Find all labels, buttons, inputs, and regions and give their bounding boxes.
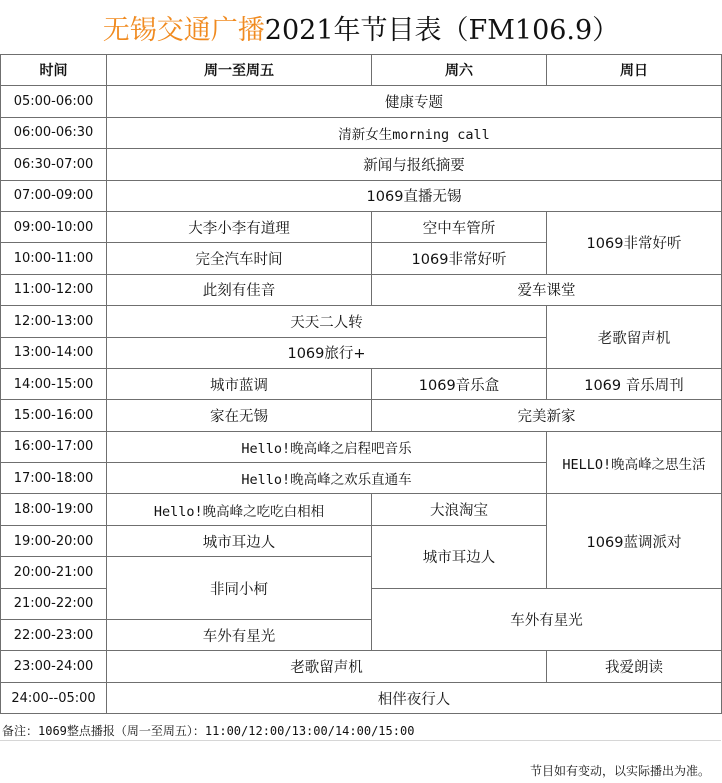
program-cell: 完美新家: [372, 400, 722, 431]
table-row: [1, 274, 722, 305]
time-cell: 20:00-21:00: [1, 557, 107, 588]
program-cell: 大浪淘宝: [372, 494, 547, 525]
time-cell: 13:00-14:00: [1, 337, 107, 368]
time-cell: 14:00-15:00: [1, 368, 107, 399]
program-cell: 非同小柯: [107, 557, 372, 620]
program-cell: 1069非常好听: [547, 211, 722, 274]
time-cell: 21:00-22:00: [1, 588, 107, 619]
time-cell: 10:00-11:00: [1, 243, 107, 274]
table-row: [1, 306, 722, 337]
program-cell: 爱车课堂: [372, 274, 722, 305]
program-cell: 空中车管所: [372, 211, 547, 242]
time-cell: 11:00-12:00: [1, 274, 107, 305]
program-cell: 大李小李有道理: [107, 211, 372, 242]
program-cell: Hello!晚高峰之欢乐直通车: [107, 463, 547, 494]
program-cell: 1069直播无锡: [107, 180, 722, 211]
header-time: 时间: [1, 55, 107, 86]
table-row: [1, 149, 722, 180]
time-cell: 12:00-13:00: [1, 306, 107, 337]
program-cell: HELLO!晚高峰之思生活: [547, 431, 722, 494]
table-row: [1, 117, 722, 148]
page-title: [0, 0, 722, 54]
program-cell: 清新女生morning call: [107, 117, 722, 148]
program-cell: 城市耳边人: [372, 525, 547, 588]
title-station: 无锡交通广播: [102, 14, 265, 46]
program-cell: 城市蓝调: [107, 368, 372, 399]
time-cell: 09:00-10:00: [1, 211, 107, 242]
program-cell: 1069音乐盒: [372, 368, 547, 399]
program-cell: 车外有星光: [107, 620, 372, 651]
title-schedule: 2021年节目表（FM106.9）: [264, 14, 620, 46]
footnote: 备注：1069整点播报（周一至周五）：11:00/12:00/13:00/14:00/15:00: [2, 724, 415, 738]
table-row: [1, 494, 722, 525]
program-cell: 城市耳边人: [107, 525, 372, 556]
time-cell: 19:00-20:00: [1, 525, 107, 556]
program-cell: 健康专题: [107, 86, 722, 117]
program-cell: 1069蓝调派对: [547, 494, 722, 588]
program-cell: 天天二人转: [107, 306, 547, 337]
program-cell: 完全汽车时间: [107, 243, 372, 274]
program-cell: 相伴夜行人: [107, 682, 722, 713]
time-cell: 16:00-17:00: [1, 431, 107, 462]
program-cell: 1069非常好听: [372, 243, 547, 274]
program-cell: Hello!晚高峰之吃吃白相相: [107, 494, 372, 525]
header-row: [1, 55, 722, 86]
schedule-table: [0, 54, 722, 714]
table-row: [1, 651, 722, 682]
table-row: [1, 180, 722, 211]
time-cell: 15:00-16:00: [1, 400, 107, 431]
program-cell: 老歌留声机: [547, 306, 722, 369]
disclaimer: 节目如有变动，以实际播出为准。: [529, 764, 710, 778]
time-cell: 24:00--05:00: [1, 682, 107, 713]
program-cell: 1069 音乐周刊: [547, 368, 722, 399]
program-cell: 1069旅行+: [107, 337, 547, 368]
table-row: [1, 368, 722, 399]
table-row: [1, 211, 722, 242]
time-cell: 23:00-24:00: [1, 651, 107, 682]
time-cell: 18:00-19:00: [1, 494, 107, 525]
program-cell: 我爱朗读: [547, 651, 722, 682]
program-cell: 老歌留声机: [107, 651, 547, 682]
table-row: [1, 86, 722, 117]
time-cell: 17:00-18:00: [1, 463, 107, 494]
program-cell: 车外有星光: [372, 588, 722, 651]
time-cell: 05:00-06:00: [1, 86, 107, 117]
time-cell: 07:00-09:00: [1, 180, 107, 211]
table-row: [1, 400, 722, 431]
time-cell: 06:00-06:30: [1, 117, 107, 148]
program-cell: Hello!晚高峰之启程吧音乐: [107, 431, 547, 462]
program-cell: 家在无锡: [107, 400, 372, 431]
program-cell: 新闻与报纸摘要: [107, 149, 722, 180]
program-cell: 此刻有佳音: [107, 274, 372, 305]
header-sunday: 周日: [547, 55, 722, 86]
header-weekday: 周一至周五: [107, 55, 372, 86]
table-row: [1, 682, 722, 713]
header-saturday: 周六: [372, 55, 547, 86]
time-cell: 06:30-07:00: [1, 149, 107, 180]
time-cell: 22:00-23:00: [1, 620, 107, 651]
table-row: [1, 431, 722, 462]
